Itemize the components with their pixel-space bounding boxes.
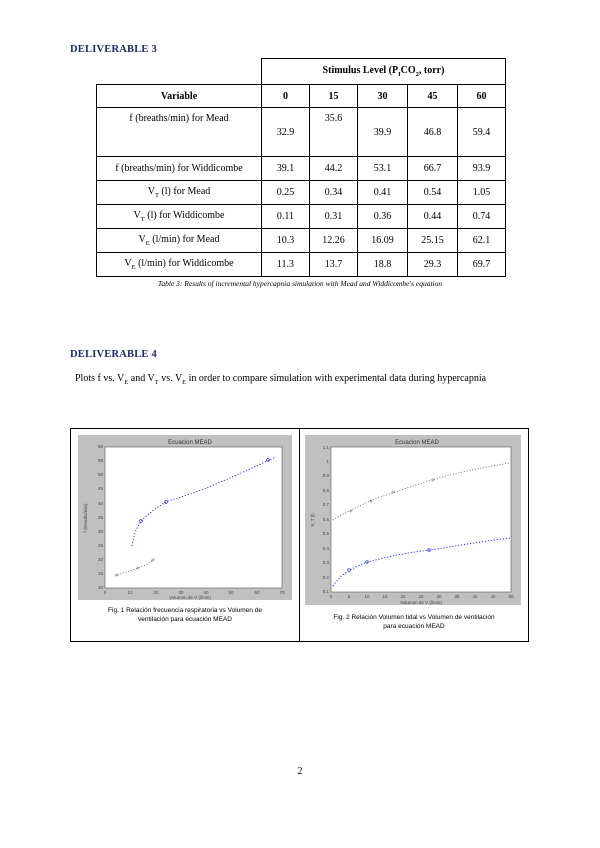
figure-1-ytick: 55 <box>97 458 103 463</box>
figure-2-ytick: 0.1 <box>322 589 329 594</box>
figure-2-axes <box>331 447 511 592</box>
row-label: $V_T$ (l) for Mead <box>97 181 262 205</box>
table-cell: 44.2 <box>310 157 358 181</box>
figure-1-ytick: 20 <box>97 557 103 562</box>
figure-2-ytick: 0.6 <box>322 517 329 522</box>
table-cell: 29.3 <box>408 253 458 277</box>
figure-1-xtick: 40 <box>203 590 209 595</box>
table-cell: 0.11 <box>262 205 310 229</box>
table-cell: 59.4 <box>458 108 506 157</box>
table-cell: 0.31 <box>310 205 358 229</box>
figure-1-xlabel: Volumen de V (l/min) <box>169 595 211 600</box>
figure-2-ytick: 0.2 <box>322 575 329 580</box>
level-header: 15 <box>310 85 358 108</box>
figure-2-xtick: 30 <box>436 594 442 599</box>
table-cell: 93.9 <box>458 157 506 181</box>
table-cell: 0.41 <box>358 181 408 205</box>
figure-2-caption: Fig. 2 Relación Volumen tidal vs Volumen de ventilación para ecuación MEAD <box>333 614 495 630</box>
table-cell: 16.09 <box>358 229 408 253</box>
figure-1-ytick: 50 <box>97 472 103 477</box>
figure-2-ytick: 1.1 <box>322 445 329 450</box>
table-cell: 25.15 <box>408 229 458 253</box>
level-header: 60 <box>458 85 506 108</box>
table-cell: 10.3 <box>262 229 310 253</box>
row-label: $V_E$ (l/min) for Mead <box>97 229 262 253</box>
figure-divider <box>299 429 300 641</box>
figure-2-xtick: 20 <box>400 594 406 599</box>
figure-2-xtick: 25 <box>418 594 424 599</box>
figure-1-xtick: 60 <box>254 590 260 595</box>
figure-2-ytick: 0.9 <box>322 473 329 478</box>
figure-1-xtick: 70 <box>279 590 285 595</box>
table-row <box>97 108 506 157</box>
figure-1-xtick: 30 <box>178 590 184 595</box>
table-cell: 0.25 <box>262 181 310 205</box>
row-label: f (breaths/min) for Widdicombe <box>97 157 262 181</box>
table-cell: 13.7 <box>310 253 358 277</box>
level-header: 30 <box>358 85 408 108</box>
figure-1-ytick: 25 <box>97 543 103 548</box>
figure-1-xtick: 10 <box>127 590 133 595</box>
figure-2-xtick: 40 <box>472 594 478 599</box>
figure-2-xtick: 10 <box>364 594 370 599</box>
figure-2-xtick: 50 <box>508 594 514 599</box>
table-cell: 39.9 <box>358 108 408 157</box>
deliverable-4-heading: DELIVERABLE 4 <box>70 349 157 360</box>
figures-box <box>70 428 529 642</box>
deliverable-4-text: Plots f vs. $V_E$ and $V_T$ vs. $V_E$ in order to compare simulation with experimental data during hypercapnia <box>75 373 487 386</box>
figure-1-xtick: 0 <box>103 590 107 595</box>
table-caption: Table 3: Results of incremental hypercapnia simulation with Mead and Widdicombe's equation <box>157 279 443 288</box>
table-cell: 32.9 <box>262 108 310 157</box>
figure-2-plot <box>305 435 521 605</box>
figure-2-xtick: 5 <box>347 594 351 599</box>
table-cell: 69.7 <box>458 253 506 277</box>
figure-2-ytick: 0.3 <box>322 560 329 565</box>
table-cell: 62.1 <box>458 229 506 253</box>
figure-2-ytick: 0.5 <box>322 531 329 536</box>
level-header: 45 <box>408 85 458 108</box>
figure-2-xtick: 0 <box>329 594 333 599</box>
table-cell: 35.6 <box>310 108 358 157</box>
table-cell: 0.44 <box>408 205 458 229</box>
table-cell: 0.34 <box>310 181 358 205</box>
table-cell: 46.8 <box>408 108 458 157</box>
figure-1-ytick: 60 <box>97 444 103 449</box>
table-cell: 12.26 <box>310 229 358 253</box>
figure-1-ytick: 15 <box>97 571 103 576</box>
figure-2-xlabel: Volumen de V (l/min) <box>400 600 442 605</box>
table-row <box>97 253 506 277</box>
figure-1-xtick: 20 <box>153 590 159 595</box>
table-row <box>97 229 506 253</box>
figure-2-ylabel: V_T (l) <box>310 513 315 527</box>
row-label: f (breaths/min) for Mead <box>97 108 262 157</box>
table-cell: 1.05 <box>458 181 506 205</box>
table-cell: 0.74 <box>458 205 506 229</box>
figure-1-axes <box>105 447 282 588</box>
page-number: 2 <box>297 766 303 777</box>
table-cell: 18.8 <box>358 253 408 277</box>
figure-2-xtick: 35 <box>454 594 460 599</box>
table-row <box>97 157 506 181</box>
results-table <box>96 58 506 277</box>
figure-2-ytick: 0.4 <box>322 546 329 551</box>
table-cell: 53.1 <box>358 157 408 181</box>
figure-1-ytick: 30 <box>97 529 103 534</box>
table-cell: 11.3 <box>262 253 310 277</box>
variable-header: Variable <box>97 85 262 108</box>
figure-1-caption: Fig. 1 Relación frecuencia respiratoria vs Volumen de ventilación para ecuación MEAD <box>108 607 262 623</box>
row-label: $V_T$ (l) for Widdicombe <box>97 205 262 229</box>
figure-1-ylabel: f (breaths/min) <box>83 503 88 533</box>
figure-1-xtick: 50 <box>228 590 234 595</box>
table-cell: 39.1 <box>262 157 310 181</box>
figure-1-ytick: 40 <box>97 501 103 506</box>
table-cell: 0.36 <box>358 205 408 229</box>
figure-1-ytick: 45 <box>97 486 103 491</box>
figure-2-svg <box>305 435 521 605</box>
row-label: $V_E$ (l/min) for Widdicombe <box>97 253 262 277</box>
figure-2-xtick: 45 <box>490 594 496 599</box>
level-header: 0 <box>262 85 310 108</box>
table-cell: 66.7 <box>408 157 458 181</box>
figure-1-ytick: 35 <box>97 515 103 520</box>
figure-2-ytick: 0.8 <box>322 488 329 493</box>
deliverable-3-heading: DELIVERABLE 3 <box>70 44 157 55</box>
table-row <box>97 205 506 229</box>
table-cell: 0.54 <box>408 181 458 205</box>
figure-2-ytick: 1 <box>326 459 329 464</box>
figure-1-svg <box>78 435 292 600</box>
figure-2-ytick: 0.7 <box>322 502 329 507</box>
figure-1-ytick: 10 <box>97 585 103 590</box>
figure-1-title: Ecuacion MEAD <box>168 440 212 446</box>
table-row <box>97 181 506 205</box>
figure-1-plot <box>78 435 292 600</box>
figure-2-title: Ecuacion MEAD <box>395 440 439 446</box>
stimulus-level-header: Stimulus Level ($P_ICO_2$, torr) <box>262 59 506 85</box>
figure-2-xtick: 15 <box>382 594 388 599</box>
